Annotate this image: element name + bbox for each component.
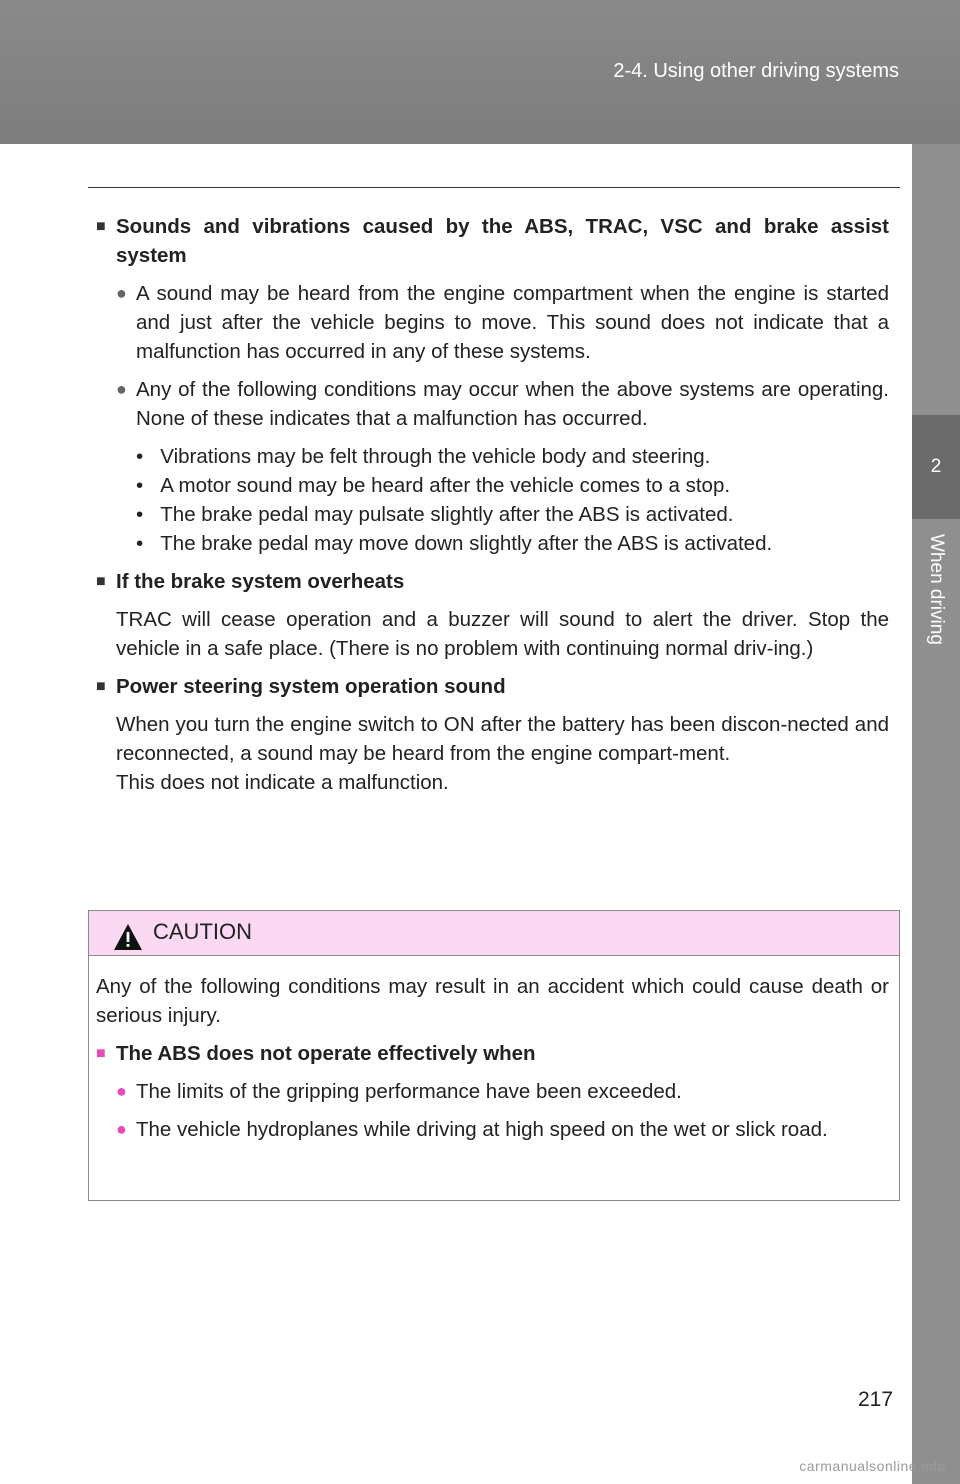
sub-list [96, 442, 889, 558]
caution-body [89, 956, 899, 1144]
caution-header [89, 911, 899, 956]
square-bullet-icon: ■ [96, 1045, 106, 1062]
circle-bullet-icon: ● [116, 379, 127, 399]
side-tab-upper [912, 144, 960, 415]
dot-bullet-icon: • [136, 445, 144, 468]
page-header [0, 0, 960, 144]
top-rule [88, 187, 900, 188]
list-item: ● The vehicle hydroplanes while driving at high speed on the wet or slick road. [116, 1115, 889, 1144]
section-title: 2-4. Using other driving systems [613, 60, 899, 82]
circle-bullet-icon: ● [116, 283, 127, 303]
list-item: ● Any of the following conditions may occur when the above systems are operating. None of these indicates that a malfunction has occurred. [116, 375, 889, 433]
circle-bullet-icon: ● [116, 1081, 127, 1101]
paragraph: TRAC will cease operation and a buzzer will sound to alert the driver. Stop the vehicle in a safe place. (There is no problem with continuing normal driv-ing.) [116, 608, 889, 660]
dot-bullet-icon: • [136, 532, 144, 555]
side-tab-lower [912, 519, 960, 1484]
square-bullet-icon: ■ [96, 573, 106, 590]
section-heading-sounds: ■ Sounds and vibrations caused by the ABS, TRAC, VSC and brake assist system [96, 212, 889, 270]
sub-list-item: • The brake pedal may move down slightly after the ABS is activated. [136, 532, 773, 555]
list-item: ● A sound may be heard from the engine compartment when the engine is started and just after the vehicle begins to move. This sound does not indicate that a malfunction has occurred in any of these systems. [116, 279, 889, 366]
sub-list-item: • Vibrations may be felt through the vehicle body and steering. [136, 445, 711, 468]
dot-bullet-icon: • [136, 474, 144, 497]
section-heading-overheat: ■ If the brake system overheats [96, 567, 889, 596]
circle-bullet-icon: ● [116, 1119, 127, 1139]
main-content [96, 212, 889, 806]
caution-intro: Any of the following conditions may result in an accident which could cause death or serious injury. [96, 975, 889, 1027]
chapter-side-tab [912, 144, 960, 1484]
square-bullet-icon: ■ [96, 218, 106, 235]
paragraph: When you turn the engine switch to ON after the battery has been discon-nected and reconnected, a sound may be heard from the engine compart-ment. [116, 713, 889, 765]
warning-triangle-icon [113, 923, 143, 951]
section-heading-power-steering: ■ Power steering system operation sound [96, 672, 889, 701]
page-number: 217 [858, 1388, 894, 1411]
list-item: ● The limits of the gripping performance have been exceeded. [116, 1077, 889, 1106]
paragraph: This does not indicate a malfunction. [116, 771, 449, 794]
chapter-label: When driving [926, 534, 947, 645]
caution-title: CAUTION [153, 919, 252, 944]
caution-box [88, 910, 900, 1201]
watermark-text: carmanualsonline.info [799, 1458, 946, 1474]
caution-heading: ■ The ABS does not operate effectively when [96, 1039, 889, 1068]
sub-list-item: • The brake pedal may pulsate slightly after the ABS is activated. [136, 503, 734, 526]
square-bullet-icon: ■ [96, 678, 106, 695]
dot-bullet-icon: • [136, 503, 144, 526]
sub-list-item: • A motor sound may be heard after the vehicle comes to a stop. [136, 474, 731, 497]
chapter-number: 2 [912, 415, 960, 519]
